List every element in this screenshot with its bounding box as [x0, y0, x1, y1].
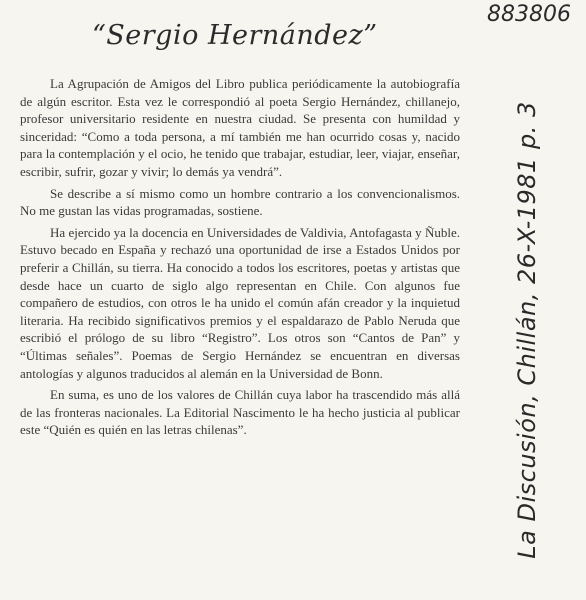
- paragraph-2: Se describe a sí mismo como un hombre contrario a los convencionalismos. No me gustan las vidas programadas, sostiene.: [20, 185, 460, 219]
- paragraph-4: En suma, es uno de los valores de Chillán cuya labor ha trascendido más allá de las fronteras nacionales. La Editorial Nascimento le ha hecho justicia al publicar este “Quién es quién en las letras chilenas”.: [20, 387, 460, 438]
- paragraph-1: La Agrupación de Amigos del Libro publica periódicamente la autobiografía de algún escritor. Esta vez le correspondió al poeta Sergio Hernández, chillanejo, profesor universitario residente en nuestra ciudad. Se presenta con humildad y sinceridad: “Como a toda persona, a mí también me han ocurrido cosas y, nacido para la contemplación y el ocio, he tenido que trabajar, estudiar, leer, viajar, enseñar, escribir, sufrir, gozar y vivir; lo demás ya vendrá”.: [20, 76, 460, 179]
- handwritten-source-note: La Discusión, Chillán, 26-X-1981 p. 3: [513, 101, 541, 559]
- archive-number: 883806: [487, 2, 571, 27]
- paragraph-3: Ha ejercido ya la docencia en Universidades de Valdivia, Antofagasta y Ñuble. Estuvo becado en España y rechazó una oportunidad de irse a Estados Unidos por preferir a Chillán, su tierra. Ha conocido a todos los escritores, poetas y artistas que desde hace un cuarto de siglo algo representan en Chile. Con algunos fue compañero de estudios, con otros le ha unido el común afán creador y la inquietud literaria. Ha recibido significativos premios y el espaldarazo de Pablo Neruda que escribió el prólogo de su libro “Registro”. Los otros son “Cantos de Pan” y “Últimas señales”. Poemas de Sergio Hernández se encuentran en diversas antologías y algunos traducidos al alemán en la Universidad de Bonn.: [20, 224, 460, 381]
- article-title: “Sergio Hernández”: [92, 20, 378, 51]
- article-body: [20, 75, 460, 443]
